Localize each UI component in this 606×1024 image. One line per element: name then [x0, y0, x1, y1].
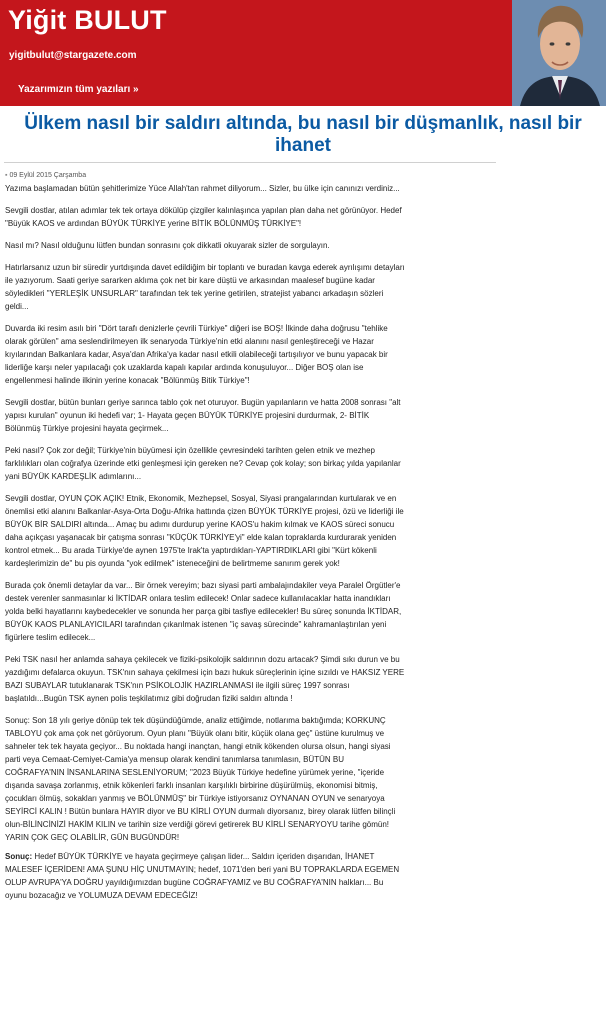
title-divider: [4, 162, 496, 163]
final-lead: Sonuç:: [5, 852, 33, 861]
article-paragraph: Peki nasıl? Çok zor değil; Türkiye'nin büyümesi için özellikle çevresindeki tarihten gelen etnik ve mezhep farklılıkları olan coğrafya üzerinde etki genleşmesi için gereken ne? Cevap çok kolay; son birkaç yılda yapılanlar yani BÜYÜK KARDEŞLİK adımlarını...: [5, 446, 401, 481]
author-email[interactable]: yigitbulut@stargazete.com: [9, 50, 137, 61]
article-final-paragraph: [5, 850, 405, 902]
article-date: ▪ 09 Eylül 2015 Çarşamba: [5, 172, 86, 179]
article-paragraph: Sevgili dostlar, atılan adımlar tek tek ortaya dökülüp çizgiler kalınlaşınca yapılan plan daha net görünüyor. Hedef "Büyük KAOS ve ardından BÜYÜK TÜRKİYE yerine BİTİK BÖLÜNMÜŞ TÜRKİYE"!: [5, 206, 402, 228]
article-paragraph: Burada çok önemli detaylar da var... Bir örnek vereyim; bazı siyasi parti ambalajındakiler veya Paralel Örgütler'e destek verenler sanmasınlar ki İKTİDAR onlara teslim edilecek! Onlar sadece kullanılacaklar hatta inandıkları yolda belki hayatlarını kaybedecekler ve sonunda her parça gibi tasfiye edilecekler! Bu süreç sonunda İKTİDAR, BÜYÜK KAOS PLANLAYICILARI tarafından çıkarılmak istenen "iç savaş sürecinde" kahramanlaştırılan yeni figürlere teslim edilecek...: [5, 581, 402, 642]
article-paragraph: Yazıma başlamadan bütün şehitlerimize Yüce Allah'tan rahmet diliyorum... Sizler, bu ülke için canınızı verdiniz...: [5, 184, 400, 193]
article-paragraph: Peki TSK nasıl her anlamda sahaya çekilecek ve fiziki-psikolojik saldırının dozu artacak? Şimdi sıkı durun ve bu yazdığımı defalarca okuyun. TSK'nın sahaya çekilmesi için bazı hukuk süreçlerinin içine sızıldı ve HAKSIZ YERE BAZI SUBAYLAR tutuklanarak TSK'nın PSİKOLOJİK HAZIRLANMASI ile ilgili süreç 1997 sonrası başlatıldı...Bugün TSK aynen polis teşkilatımız gibi doğrudan fiziki saldırı altında !: [5, 655, 405, 703]
author-portrait-image: [512, 0, 606, 106]
author-photo: [512, 0, 606, 106]
article-title: Ülkem nasıl bir saldırı altında, bu nasıl bir düşmanlık, nasıl bir ihanet: [24, 113, 582, 156]
final-text: Hedef BÜYÜK TÜRKİYE ve hayata geçirmeye çalışan lider... Saldırı içeriden dışarıdan, İHANET MALESEF İÇERİDEN! AMA ŞUNU HİÇ UNUTMAYIN; hedef, 1071'den beri yani BU TOPRAKLARDA EGEMEN OLUP AVRUPA'YA DOĞRU yayıldığımızdan bugüne COĞRAFYAMIZ ve BU COĞRAFYA'NIN halkları... Bu oyunu bozacağız ve YOLUMUZA DEVAM EDECEĞİZ!: [5, 852, 400, 900]
article-paragraph: Nasıl mı? Nasıl olduğunu lütfen bundan sonrasını çok dikkatli okuyarak sizler de sorgulayın.: [5, 241, 330, 250]
article-paragraph: Sevgili dostlar, OYUN ÇOK AÇIK! Etnik, Ekonomik, Mezhepsel, Sosyal, Siyasi prangalarından kurtularak ve en önemlisi etki alanını Balkanlar-Asya-Orta Doğu-Afrika hattında çizen BÜYÜK TÜRKİYE projesi, özü ve liderliği ile BÜYÜK BİR SALDIRI altında... Amaç bu adımı durdurup yerine KAOS'u hakim kılmak ve KAOS süreci sonucu daha açıkçası yaşanacak bir çatışma sonrası "KÜÇÜK TÜRKİYE'yi" elde kalan topraklarda kurdurarak yeniden kontrol etmek... Bu arada Türkiye'de aynen 1975'te Irak'ta yaptırdıkları-YAPTIRDIKLARI gibi "Kürt kökenli kardeşlerimizin de" bu pis oyunda "yok edilmek" isteneceğini de belirtmeme sanırım gerek yok!: [5, 494, 404, 568]
article-paragraph: Sevgili dostlar, bütün bunları geriye sarınca tablo çok net oturuyor. Bugün yapılanların ve hatta 2008 sonrası "alt yapısı kurulan" oyunun iki hedefi var; 1- Hayata geçen BÜYÜK TÜRKİYE projesini durdurmak, 2- BİTİK Bölünmüş Türkiye projesini hayata geçirmek...: [5, 398, 401, 433]
author-name: Yiğit BULUT: [8, 5, 167, 35]
article-paragraph: Sonuç: Son 18 yılı geriye dönüp tek tek düşündüğümde, analiz ettiğimde, notlarıma baktığımda; KORKUNÇ TABLOYU çok ama çok net görüyorum. Oyun planı "Büyük olanı bitir, küçük olana geç" üstüne kurulmuş ve sahneler tek tek hayata geçiyor... Bu noktada hangi inançtan, hangi etnik kökenden olursa olsun, hangi siyasi parti veya Cemaat-Cemiyet-Camia'ya mensup olarak kendini tanımlarsa tanımlasın, BÜTÜN BU COĞRAFYA'NIN İNSANLARINA SESLENİYORUM; "2023 Büyük Türkiye hedefine yürümek yerine, "içeride dışarıda savaşa zorlanmış, etnik kökenleri farklı insanları karşılıklı birbirine düşürülmüş, ekonomisi bitmiş, çocukları ölmüş, sokakları yanmış ve BÖLÜNMÜŞ" bir Türkiye istiyorsanız OYNANAN OYUN ve senaryoya SEYİRCİ KALIN ! Bütün bunlara HAYIR diyor ve BU KİRLİ OYUN durmalı diyorsanız, birey olarak lütfen bilinçli olun-BİLİNCİNİZİ HAKİM KILIN ve tarihin size verdiği görevi getirerek BU KİRLİ SENARYOYU tarihe gömün! YARIN ÇOK GEÇ OLABİLİR, GÜN BUGÜNDÜR!: [5, 716, 396, 842]
all-posts-link[interactable]: Yazarımızın tüm yazıları »: [18, 84, 139, 95]
article-paragraph: Duvarda iki resim asılı biri "Dört tarafı denizlerle çevrili Türkiye" diğeri ise BOŞ! İlkinde daha doğrusu "tehlike olarak görülen" ama seslendirilmeyen ilk senaryoda Türkiye'nin etki alanını nasıl genleştireceği ve Hazar kıyılarından Balkanlara kadar, Asya'dan Afrika'ya kadar nasıl etkili olabileceği tartışılıyor ve bunu yapacak bir liderliğe karşı neler yapılacağı çok uzaklarda kapalı kapılar ardında konuşuluyor... Diğer BOŞ olan ise engellenmesi halinde ilkinin yerine konacak "Bölünmüş Bitik Türkiye"!: [5, 324, 388, 385]
article-body: [5, 182, 405, 911]
author-header: [0, 0, 606, 106]
article-paragraph: Hatırlarsanız uzun bir süredir yurtdışında davet edildiğim bir toplantı ve buradan kavga ederek ayrılışımı detayları ile yazıyorum. Saati geriye sararken aklıma çok net bir kare düştü ve arkasından maalesef bugüne kadar söyledikleri "YERLEŞİK UNSURLAR" tarafından tek tek yerine getirilen, stratejist yabancı arkadaşın sözleri geldi...: [5, 263, 405, 311]
